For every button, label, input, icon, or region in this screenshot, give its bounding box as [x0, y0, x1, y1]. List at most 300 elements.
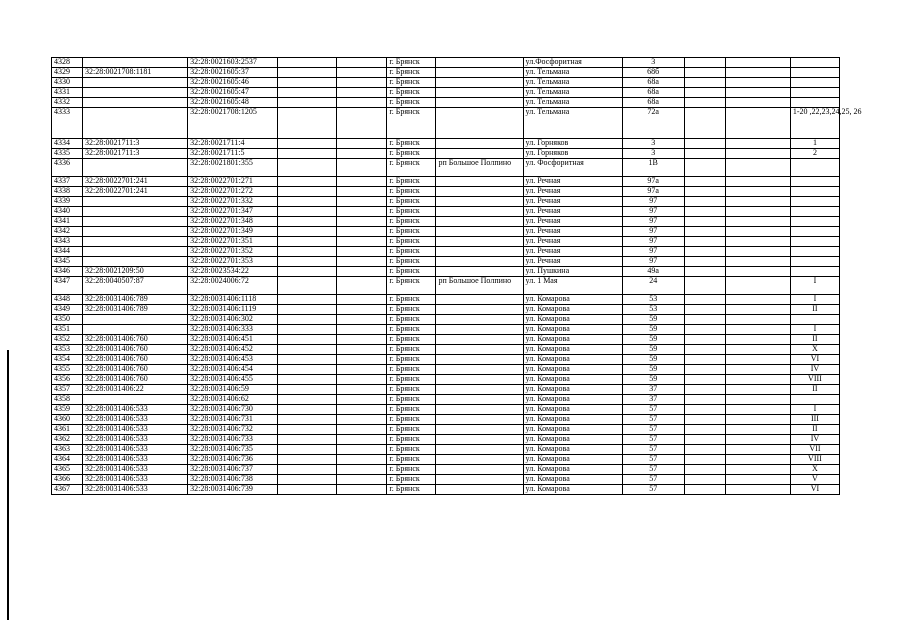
apartment-number: II	[790, 305, 839, 315]
cadastral-number: 32:28:0031406:455	[188, 375, 278, 385]
city-cell: г. Брянск	[387, 445, 436, 455]
settlement-cell	[436, 335, 523, 345]
cadastral-number: 32:28:0022701:332	[188, 197, 278, 207]
apartment-number: II	[790, 385, 839, 395]
settlement-cell	[436, 375, 523, 385]
house-number: 97а	[622, 187, 684, 197]
old-cadastral-number: 32:28:0031406:760	[83, 345, 188, 355]
settlement-cell	[436, 98, 523, 108]
row-number: 4352	[52, 335, 83, 345]
empty-cell	[278, 227, 337, 237]
street-cell: ул. Комарова	[523, 415, 622, 425]
table-row	[52, 475, 840, 485]
empty-cell	[725, 345, 790, 355]
row-number: 4363	[52, 445, 83, 455]
empty-cell	[278, 385, 337, 395]
cadastral-number: 32:28:0031406:451	[188, 335, 278, 345]
street-cell: ул. Горняков	[523, 149, 622, 159]
house-number: 59	[622, 355, 684, 365]
cadastral-number: 32:28:0031406:730	[188, 405, 278, 415]
empty-cell	[725, 277, 790, 295]
street-cell: ул. Комарова	[523, 375, 622, 385]
house-number: 97а	[622, 177, 684, 187]
empty-cell	[278, 247, 337, 257]
empty-cell	[337, 267, 387, 277]
empty-cell	[337, 149, 387, 159]
empty-cell	[337, 58, 387, 68]
city-cell: г. Брянск	[387, 345, 436, 355]
table-row	[52, 78, 840, 88]
settlement-cell	[436, 445, 523, 455]
table-row	[52, 227, 840, 237]
street-cell: ул. Тельмана	[523, 108, 622, 139]
city-cell: г. Брянск	[387, 187, 436, 197]
street-cell: ул. Комарова	[523, 485, 622, 495]
cadastral-number: 32:28:0031406:302	[188, 315, 278, 325]
empty-cell	[278, 365, 337, 375]
empty-cell	[684, 445, 725, 455]
street-cell: ул. Комарова	[523, 395, 622, 405]
settlement-cell	[436, 355, 523, 365]
empty-cell	[684, 197, 725, 207]
row-number: 4354	[52, 355, 83, 365]
empty-cell	[725, 425, 790, 435]
empty-cell	[337, 68, 387, 78]
empty-cell	[278, 315, 337, 325]
settlement-cell	[436, 58, 523, 68]
empty-cell	[725, 217, 790, 227]
empty-cell	[684, 415, 725, 425]
row-number: 4351	[52, 325, 83, 335]
table-row	[52, 435, 840, 445]
apartment-number	[790, 187, 839, 197]
empty-cell	[725, 267, 790, 277]
settlement-cell	[436, 345, 523, 355]
house-number: 59	[622, 345, 684, 355]
empty-cell	[684, 78, 725, 88]
table-row	[52, 385, 840, 395]
table-row	[52, 177, 840, 187]
apartment-number	[790, 177, 839, 187]
empty-cell	[337, 375, 387, 385]
old-cadastral-number: 32:28:0031406:533	[83, 445, 188, 455]
cadastral-number: 32:28:0022701:272	[188, 187, 278, 197]
row-number: 4347	[52, 277, 83, 295]
empty-cell	[337, 475, 387, 485]
street-cell: ул.Фосфоритная	[523, 58, 622, 68]
settlement-cell	[436, 405, 523, 415]
old-cadastral-number	[83, 217, 188, 227]
cadastral-number: 32:28:0031406:736	[188, 455, 278, 465]
house-number: 97	[622, 197, 684, 207]
register-table	[51, 57, 862, 495]
old-cadastral-number	[83, 227, 188, 237]
settlement-cell	[436, 425, 523, 435]
empty-cell	[684, 485, 725, 495]
row-number: 4359	[52, 405, 83, 415]
apartment-number	[790, 197, 839, 207]
table-row	[52, 465, 840, 475]
house-number: 37	[622, 385, 684, 395]
street-cell: ул. 1 Мая	[523, 277, 622, 295]
empty-cell	[278, 217, 337, 227]
row-number: 4353	[52, 345, 83, 355]
empty-cell	[725, 108, 790, 139]
street-cell: ул. Речная	[523, 227, 622, 237]
settlement-cell	[436, 149, 523, 159]
apartment-number: II	[790, 425, 839, 435]
street-cell: ул. Комарова	[523, 335, 622, 345]
empty-cell	[725, 395, 790, 405]
empty-cell	[337, 257, 387, 267]
street-cell: ул. Комарова	[523, 305, 622, 315]
empty-cell	[278, 445, 337, 455]
empty-cell	[337, 237, 387, 247]
city-cell: г. Брянск	[387, 139, 436, 149]
cadastral-number: 32:28:0031406:453	[188, 355, 278, 365]
apartment-number	[790, 257, 839, 267]
empty-cell	[278, 139, 337, 149]
empty-cell	[337, 197, 387, 207]
house-number: 97	[622, 207, 684, 217]
street-cell: ул. Комарова	[523, 435, 622, 445]
row-number: 4367	[52, 485, 83, 495]
street-cell: ул. Комарова	[523, 475, 622, 485]
house-number: 72а	[622, 108, 684, 139]
settlement-cell	[436, 207, 523, 217]
empty-cell	[725, 58, 790, 68]
street-cell: ул. Тельмана	[523, 88, 622, 98]
city-cell: г. Брянск	[387, 267, 436, 277]
old-cadastral-number: 32:28:0031406:533	[83, 455, 188, 465]
street-cell: ул. Речная	[523, 237, 622, 247]
house-number: 59	[622, 365, 684, 375]
empty-cell	[337, 425, 387, 435]
old-cadastral-number	[83, 78, 188, 88]
old-cadastral-number	[83, 395, 188, 405]
street-cell: ул. Тельмана	[523, 68, 622, 78]
empty-cell	[684, 257, 725, 267]
empty-cell	[278, 207, 337, 217]
house-number: 59	[622, 335, 684, 345]
house-number: 57	[622, 415, 684, 425]
old-cadastral-number	[83, 315, 188, 325]
empty-cell	[337, 139, 387, 149]
empty-cell	[725, 237, 790, 247]
table-row	[52, 257, 840, 267]
street-cell: ул. Комарова	[523, 425, 622, 435]
row-number: 4339	[52, 197, 83, 207]
street-cell: ул. Горняков	[523, 139, 622, 149]
empty-cell	[337, 445, 387, 455]
cadastral-number: 32:28:0031406:731	[188, 415, 278, 425]
old-cadastral-number: 32:28:0031406:533	[83, 465, 188, 475]
settlement-cell	[436, 78, 523, 88]
house-number: 57	[622, 475, 684, 485]
old-cadastral-number: 32:28:0031406:533	[83, 475, 188, 485]
city-cell: г. Брянск	[387, 237, 436, 247]
apartment-number	[790, 207, 839, 217]
row-number: 4335	[52, 149, 83, 159]
empty-cell	[337, 277, 387, 295]
house-number: 24	[622, 277, 684, 295]
apartment-number: VIII	[790, 375, 839, 385]
street-cell: ул. Комарова	[523, 325, 622, 335]
apartment-number	[790, 78, 839, 88]
empty-cell	[684, 139, 725, 149]
empty-cell	[684, 405, 725, 415]
old-cadastral-number	[83, 98, 188, 108]
empty-cell	[337, 187, 387, 197]
empty-cell	[725, 78, 790, 88]
cadastral-number: 32:28:0031406:732	[188, 425, 278, 435]
city-cell: г. Брянск	[387, 177, 436, 187]
row-number: 4362	[52, 435, 83, 445]
old-cadastral-number	[83, 207, 188, 217]
empty-cell	[725, 177, 790, 187]
empty-cell	[337, 455, 387, 465]
empty-cell	[278, 415, 337, 425]
settlement-cell	[436, 68, 523, 78]
empty-cell	[337, 227, 387, 237]
empty-cell	[684, 277, 725, 295]
row-number: 4355	[52, 365, 83, 375]
house-number: 57	[622, 425, 684, 435]
empty-cell	[278, 78, 337, 88]
street-cell: ул. Комарова	[523, 405, 622, 415]
settlement-cell	[436, 108, 523, 139]
apartment-number: I	[790, 325, 839, 335]
settlement-cell	[436, 227, 523, 237]
house-number: 68а	[622, 98, 684, 108]
empty-cell	[278, 375, 337, 385]
register-table-body	[52, 57, 862, 495]
cadastral-number: 32:28:0031406:1118	[188, 295, 278, 305]
empty-cell	[725, 247, 790, 257]
city-cell: г. Брянск	[387, 197, 436, 207]
empty-cell	[278, 395, 337, 405]
empty-cell	[684, 227, 725, 237]
empty-cell	[725, 355, 790, 365]
empty-cell	[337, 345, 387, 355]
apartment-number: IV	[790, 365, 839, 375]
house-number: 57	[622, 465, 684, 475]
empty-cell	[337, 325, 387, 335]
settlement-cell	[436, 315, 523, 325]
street-cell: ул. Комарова	[523, 345, 622, 355]
table-row	[52, 277, 840, 295]
house-number: 59	[622, 315, 684, 325]
city-cell: г. Брянск	[387, 485, 436, 495]
street-cell: ул. Фосфоритная	[523, 159, 622, 177]
empty-cell	[337, 465, 387, 475]
empty-cell	[337, 108, 387, 139]
empty-cell	[725, 227, 790, 237]
city-cell: г. Брянск	[387, 355, 436, 365]
table-row	[52, 295, 840, 305]
house-number: 3	[622, 149, 684, 159]
empty-cell	[278, 355, 337, 365]
table-row	[52, 159, 840, 177]
empty-cell	[684, 335, 725, 345]
house-number: 57	[622, 455, 684, 465]
cadastral-number: 32:28:0031406:333	[188, 325, 278, 335]
cadastral-number: 32:28:0021605:37	[188, 68, 278, 78]
city-cell: г. Брянск	[387, 149, 436, 159]
empty-cell	[725, 485, 790, 495]
city-cell: г. Брянск	[387, 247, 436, 257]
house-number: 49а	[622, 267, 684, 277]
apartment-number	[790, 247, 839, 257]
city-cell: г. Брянск	[387, 88, 436, 98]
apartment-number	[790, 88, 839, 98]
empty-cell	[278, 68, 337, 78]
table-row	[52, 445, 840, 455]
apartment-number: 2	[790, 149, 839, 159]
row-number: 4336	[52, 159, 83, 177]
street-cell: ул. Комарова	[523, 385, 622, 395]
city-cell: г. Брянск	[387, 475, 436, 485]
cadastral-number: 32:28:0031406:738	[188, 475, 278, 485]
row-number: 4357	[52, 385, 83, 395]
settlement-cell	[436, 139, 523, 149]
empty-cell	[337, 405, 387, 415]
settlement-cell	[436, 415, 523, 425]
empty-cell	[684, 375, 725, 385]
empty-cell	[725, 159, 790, 177]
empty-cell	[278, 295, 337, 305]
row-number: 4341	[52, 217, 83, 227]
apartment-number: VII	[790, 445, 839, 455]
empty-cell	[337, 88, 387, 98]
cadastral-number: 32:28:0022701:351	[188, 237, 278, 247]
empty-cell	[725, 139, 790, 149]
city-cell: г. Брянск	[387, 365, 436, 375]
house-number: 53	[622, 305, 684, 315]
empty-cell	[725, 445, 790, 455]
street-cell: ул. Речная	[523, 197, 622, 207]
cadastral-number: 32:28:0021711:5	[188, 149, 278, 159]
empty-cell	[684, 365, 725, 375]
row-number: 4366	[52, 475, 83, 485]
row-number: 4345	[52, 257, 83, 267]
apartment-number	[790, 98, 839, 108]
empty-cell	[337, 305, 387, 315]
empty-cell	[278, 277, 337, 295]
cadastral-number: 32:28:0024006:72	[188, 277, 278, 295]
settlement-cell	[436, 237, 523, 247]
row-number: 4358	[52, 395, 83, 405]
empty-cell	[725, 315, 790, 325]
settlement-cell	[436, 217, 523, 227]
empty-cell	[684, 455, 725, 465]
empty-cell	[278, 455, 337, 465]
settlement-cell	[436, 257, 523, 267]
apartment-number: I	[790, 295, 839, 305]
apartment-number: VI	[790, 485, 839, 495]
empty-cell	[337, 415, 387, 425]
table-row	[52, 88, 840, 98]
settlement-cell	[436, 197, 523, 207]
row-number: 4343	[52, 237, 83, 247]
cadastral-number: 32:28:0021605:47	[188, 88, 278, 98]
empty-cell	[684, 345, 725, 355]
cadastral-number: 32:28:0023534:22	[188, 267, 278, 277]
apartment-number: IV	[790, 435, 839, 445]
city-cell: г. Брянск	[387, 217, 436, 227]
empty-cell	[278, 237, 337, 247]
empty-cell	[725, 207, 790, 217]
old-cadastral-number: 32:28:0022701:241	[83, 187, 188, 197]
empty-cell	[725, 68, 790, 78]
house-number: 97	[622, 227, 684, 237]
city-cell: г. Брянск	[387, 207, 436, 217]
empty-cell	[337, 435, 387, 445]
old-cadastral-number	[83, 159, 188, 177]
row-number: 4344	[52, 247, 83, 257]
city-cell: г. Брянск	[387, 277, 436, 295]
empty-cell	[278, 325, 337, 335]
cadastral-number: 32:28:0022701:347	[188, 207, 278, 217]
city-cell: г. Брянск	[387, 375, 436, 385]
empty-cell	[278, 98, 337, 108]
street-cell: ул. Комарова	[523, 445, 622, 455]
apartment-number	[790, 395, 839, 405]
cadastral-number: 32:28:0031406:733	[188, 435, 278, 445]
empty-cell	[278, 108, 337, 139]
old-cadastral-number	[83, 325, 188, 335]
empty-cell	[684, 88, 725, 98]
settlement-cell	[436, 247, 523, 257]
table-row	[52, 325, 840, 335]
empty-cell	[684, 177, 725, 187]
empty-cell	[725, 405, 790, 415]
street-cell: ул. Пушкина	[523, 267, 622, 277]
street-cell: ул. Тельмана	[523, 98, 622, 108]
old-cadastral-number: 32:28:0031406:533	[83, 415, 188, 425]
apartment-number: VI	[790, 355, 839, 365]
apartment-number: X	[790, 345, 839, 355]
apartment-number: 1	[790, 139, 839, 149]
street-cell: ул. Речная	[523, 247, 622, 257]
empty-cell	[337, 385, 387, 395]
table-row	[52, 315, 840, 325]
empty-cell	[337, 365, 387, 375]
row-number: 4346	[52, 267, 83, 277]
left-margin-line	[7, 350, 9, 620]
row-number: 4361	[52, 425, 83, 435]
cadastral-number: 32:28:0021603:2537	[188, 58, 278, 68]
empty-cell	[278, 197, 337, 207]
city-cell: г. Брянск	[387, 395, 436, 405]
table-row	[52, 365, 840, 375]
old-cadastral-number	[83, 257, 188, 267]
cadastral-number: 32:28:0021801:355	[188, 159, 278, 177]
old-cadastral-number	[83, 108, 188, 139]
table-row	[52, 375, 840, 385]
city-cell: г. Брянск	[387, 435, 436, 445]
table-row	[52, 139, 840, 149]
street-cell: ул. Тельмана	[523, 78, 622, 88]
table-row	[52, 485, 840, 495]
settlement-cell	[436, 395, 523, 405]
empty-cell	[278, 257, 337, 267]
old-cadastral-number: 32:28:0031406:22	[83, 385, 188, 395]
row-number: 4350	[52, 315, 83, 325]
table-row	[52, 415, 840, 425]
apartment-number: I	[790, 277, 839, 295]
apartment-number: VIII	[790, 455, 839, 465]
